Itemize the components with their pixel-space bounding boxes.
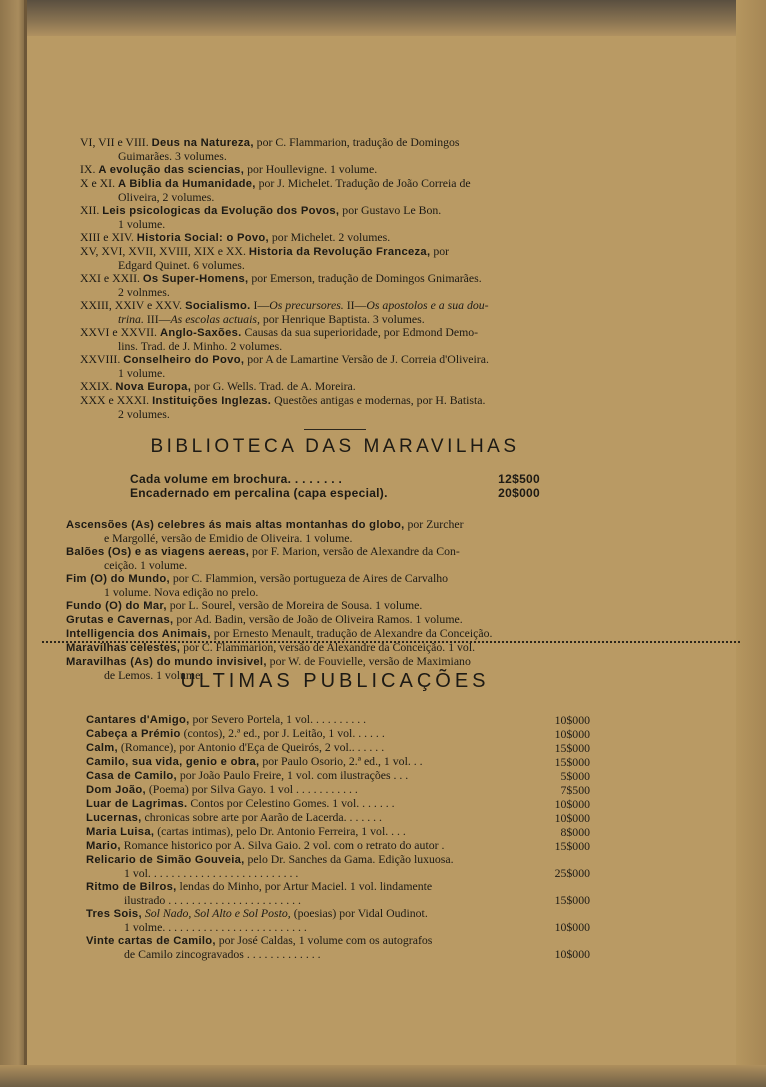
list-item: Relicario de Simão Gouveia, pelo Dr. Sanches da Gama. Edição luxuosa. 1 vol. . . . . . . . . . . . . . . . . . . . . . . . . . 25$000 — [86, 852, 590, 880]
dotted-separator — [42, 641, 740, 649]
page-right-edge — [736, 0, 766, 1087]
list-item: Grutas e Cavernas, por Ad. Badin, versão de João de Oliveira Ramos. 1 volume. — [66, 612, 463, 626]
list-item: Camilo, sua vida, genio e obra, por Paulo Osorio, 2.ª ed., 1 vol. . . 15$000 — [86, 754, 590, 769]
list-item: IX. A evolução das sciencias, por Houllevigne. 1 volume. — [80, 162, 378, 176]
price-table — [130, 472, 540, 500]
price-row: Cada volume em brochura. . . . . . . . 12$500 — [130, 472, 540, 486]
list-item: Luar de Lagrimas. Contos por Celestino Gomes. 1 vol. . . . . . . 10$000 — [86, 796, 590, 811]
list-item: Intelligencia dos Animais, por Ernesto Menault, tradução de Alexandre da Conceição. — [66, 626, 493, 640]
list-item: XXVIII. Conselheiro do Povo, por A de Lamartine Versão de J. Correia d'Oliveira. 1 volume. — [80, 352, 489, 380]
ultimas-list — [86, 713, 590, 961]
list-item: XXIX. Nova Europa, por G. Wells. Trad. de A. Moreira. — [80, 379, 356, 393]
list-item: XIII e XIV. Historia Social: o Povo, por Michelet. 2 volumes. — [80, 230, 391, 244]
page-content — [66, 135, 590, 682]
list-item: VI, VII e VIII. Deus na Natureza, por C. Flammarion, tradução de Domingos Guimarães. 3 volumes. — [80, 135, 460, 163]
list-item: Lucernas, chronicas sobre arte por Aarão de Lacerda. . . . . . . 10$000 — [86, 810, 590, 825]
list-item: Dom João, (Poema) por Silva Gayo. 1 vol . . . . . . . . . . . 7$500 — [86, 782, 590, 797]
series-list — [80, 136, 590, 421]
list-item: X e XI. A Biblia da Humanidade, por J. Michelet. Tradução de João Correia de Oliveira, 2 volumes. — [80, 176, 471, 204]
list-item: XV, XVI, XVII, XVIII, XIX e XX. Historia da Revolução Franceza, por Edgard Quinet. 6 volumes. — [80, 244, 450, 272]
price-row: Encadernado em percalina (capa especial). 20$000 — [130, 486, 540, 500]
divider — [304, 429, 366, 430]
page-bottom-edge — [0, 1065, 766, 1087]
list-item: Mario, Romance historico por A. Silva Gaio. 2 vol. com o retrato do autor . 15$000 — [86, 838, 590, 853]
list-item: Tres Sois, Sol Nado, Sol Alto e Sol Posto, (poesias) por Vidal Oudinot. 1 volme. . . . . . . . . . . . . . . . . . . . . . . . . 10$000 — [86, 906, 590, 934]
list-item: Maravilhas celestes, por C. Flammarion, versão de Alexandre da Conceição. 1 vol. — [66, 640, 476, 654]
list-item: Casa de Camilo, por João Paulo Freire, 1 vol. com ilustrações . . . 5$000 — [86, 768, 590, 783]
list-item: XII. Leis psicologicas da Evolução dos Povos, por Gustavo Le Bon. 1 volume. — [80, 203, 442, 231]
section-heading: ULTIMAS PUBLICAÇÕES — [180, 670, 490, 692]
list-item: Fundo (O) do Mar, por L. Sourel, versão de Moreira de Sousa. 1 volume. — [66, 598, 423, 612]
list-item: XXI e XXII. Os Super-Homens, por Emerson, tradução de Domingos Gnimarães. 2 volnmes. — [80, 271, 482, 299]
list-item: Calm, (Romance), por Antonio d'Eça de Queirós, 2 vol.. . . . . . 15$000 — [86, 740, 590, 755]
list-item: XXX e XXXI. Instituições Inglezas. Questões antigas e modernas, por H. Batista. 2 volumes. — [80, 393, 486, 421]
list-item: Cabeça a Prémio (contos), 2.ª ed., por J. Leitão, 1 vol. . . . . . 10$000 — [86, 726, 590, 741]
page-top-edge — [0, 0, 766, 36]
list-item: Fim (O) do Mundo, por C. Flammion, versão portugueza de Aires de Carvalho 1 volume. Nova edição no prelo. — [66, 571, 449, 599]
list-item: Ascensões (As) celebres ás mais altas montanhas do globo, por Zurcher e Margollé, versão de Emidio de Oliveira. 1 volume. — [66, 517, 464, 545]
list-item: Cantares d'Amigo, por Severo Portela, 1 vol. . . . . . . . . . 10$000 — [86, 712, 590, 727]
list-item: Maria Luisa, (cartas intimas), pelo Dr. Antonio Ferreira, 1 vol. . . . 8$000 — [86, 824, 590, 839]
ultimas-section — [80, 664, 590, 961]
list-item: Vinte cartas de Camilo, por José Caldas, 1 volume com os autografos de Camilo zincogravados . . . . . . . . . . . . . 10$000 — [86, 933, 590, 961]
list-item: Balões (Os) e as viagens aereas, por F. Marion, versão de Alexandre da Con- ceição. 1 volume. — [66, 544, 460, 572]
list-item: XXVI e XXVII. Anglo-Saxões. Causas da sua superioridade, por Edmond Demo- lins. Trad. de J. Minho. 2 volumes. — [80, 325, 479, 353]
binding-strip — [0, 0, 26, 1087]
biblioteca-list — [66, 518, 590, 682]
page-fold — [24, 0, 27, 1087]
list-item: Maravilhas (As) do mundo invisivel, por W. de Fouvielle, versão de Maximiano de Lemos. 1 volume. — [66, 654, 471, 682]
section-heading: BIBLIOTECA DAS MARAVILHAS — [150, 436, 520, 457]
list-item: Ritmo de Bilros, lendas do Minho, por Artur Maciel. 1 vol. lindamente ilustrado . . . . . . . . . . . . . . . . . . . . . . . 15$000 — [86, 879, 590, 907]
list-item: XXIII, XXIV e XXV. Socialismo. I—Os precursores. II—Os apostolos e a sua dou- trina. III—As escolas actuais, por Henrique Baptista. 3 volumes. — [80, 298, 489, 326]
